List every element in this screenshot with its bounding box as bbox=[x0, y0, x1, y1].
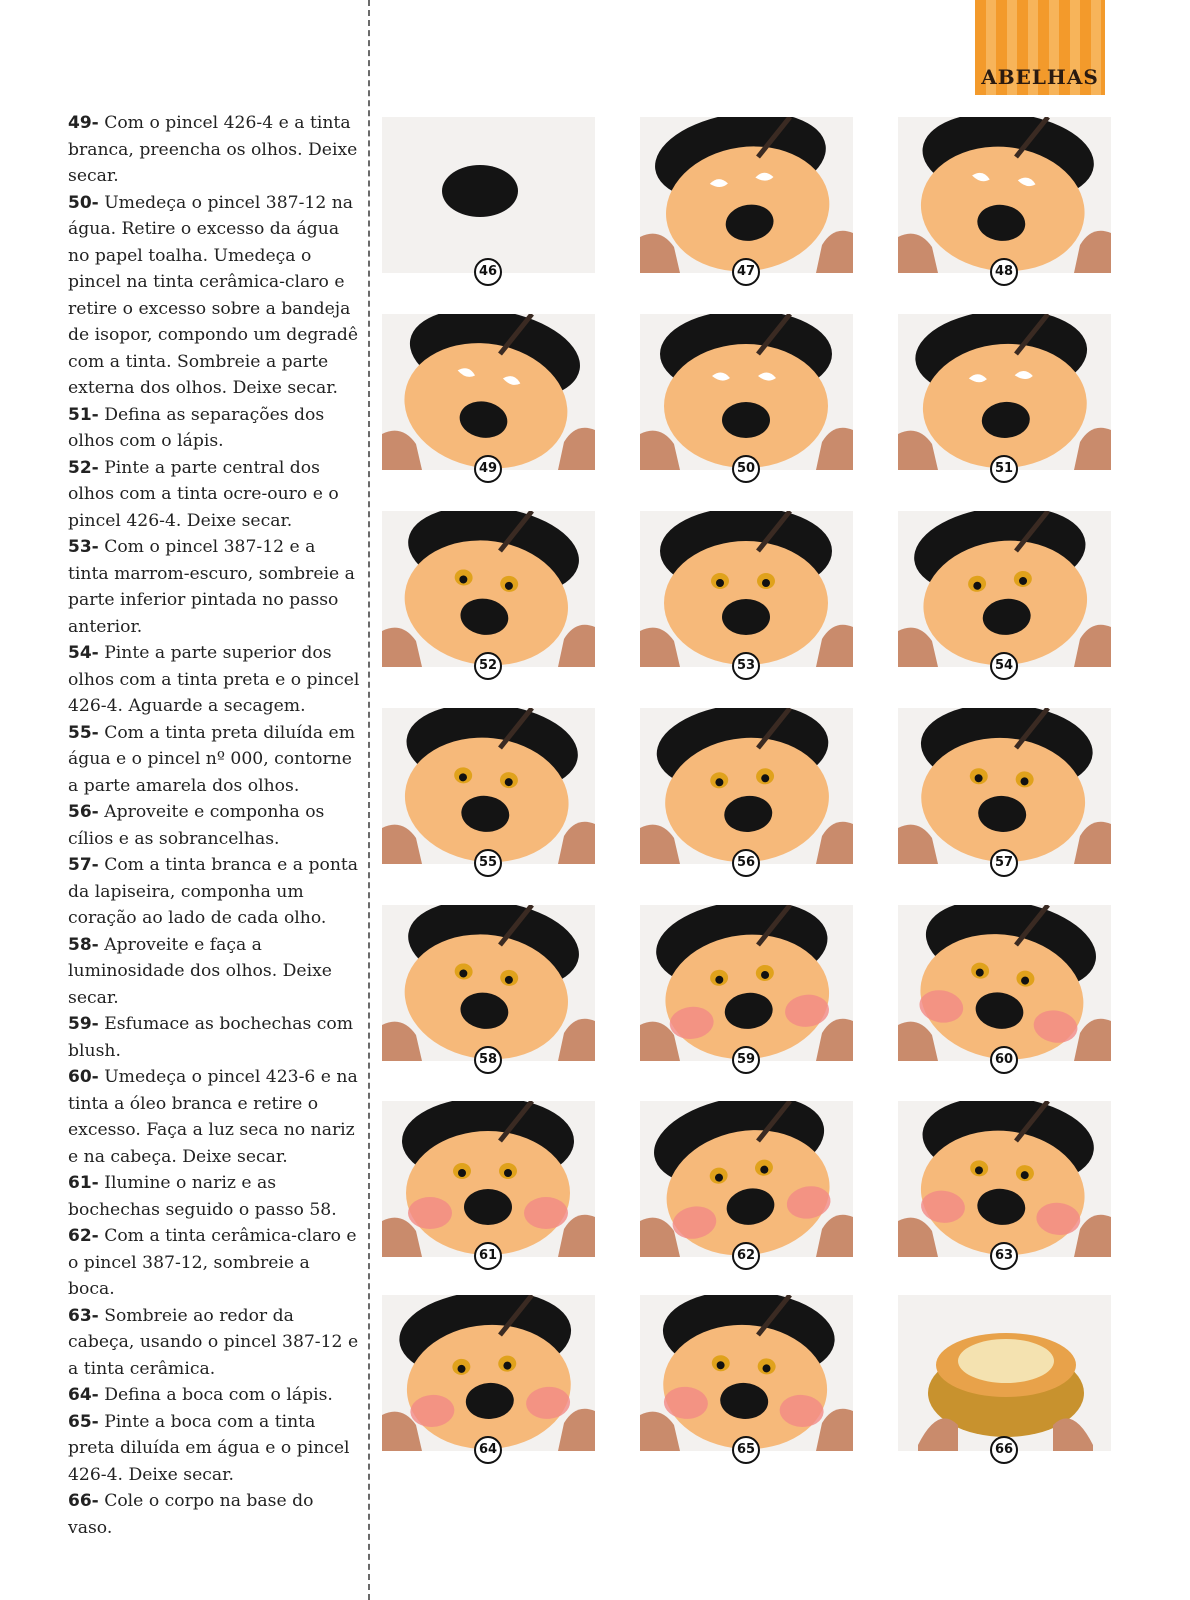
step-photo-number: 64 bbox=[474, 1436, 502, 1464]
step-text: Defina a boca com o lápis. bbox=[104, 1385, 333, 1405]
step-photo bbox=[898, 511, 1111, 667]
step-text: Defina as separações dos olhos com o lápis. bbox=[68, 404, 325, 451]
step-number: 50- bbox=[68, 192, 99, 213]
step-photo bbox=[640, 511, 853, 667]
instruction-step bbox=[68, 534, 360, 640]
step-photo-number: 47 bbox=[732, 258, 760, 286]
step-photo bbox=[640, 905, 853, 1061]
step-photo bbox=[898, 1101, 1111, 1257]
instructions-column bbox=[68, 110, 360, 1541]
step-photo-number: 56 bbox=[732, 849, 760, 877]
instruction-step bbox=[68, 1488, 360, 1541]
instruction-step bbox=[68, 720, 360, 800]
step-photo-number: 59 bbox=[732, 1046, 760, 1074]
step-number: 51- bbox=[68, 404, 99, 425]
step-text: Com o pincel 426-4 e a tinta branca, preencha os olhos. Deixe secar. bbox=[68, 113, 358, 186]
step-photo bbox=[382, 314, 595, 470]
instruction-step bbox=[68, 455, 360, 535]
step-photo-number: 51 bbox=[990, 455, 1018, 483]
instruction-step bbox=[68, 1409, 360, 1489]
step-number: 63- bbox=[68, 1305, 99, 1326]
instruction-step bbox=[68, 1382, 360, 1409]
step-text: Com a tinta branca e a ponta da lapiseira, componha um coração ao lado de cada olho. bbox=[68, 855, 359, 928]
step-photo-number: 58 bbox=[474, 1046, 502, 1074]
instruction-step bbox=[68, 402, 360, 455]
step-photo-number: 48 bbox=[990, 258, 1018, 286]
step-text: Umedeça o pincel 387-12 na água. Retire o excesso da água no papel toalha. Umedeça o pincel na tinta cerâmica-claro e retire o excesso sobre a bandeja de isopor, compondo um degradê com a tinta. Sombreie a parte externa dos olhos. Deixe secar. bbox=[68, 192, 359, 398]
step-photo-number: 66 bbox=[990, 1436, 1018, 1464]
step-number: 61- bbox=[68, 1173, 99, 1193]
instruction-step bbox=[68, 110, 360, 190]
step-photo-number: 61 bbox=[474, 1242, 502, 1270]
step-photo bbox=[898, 117, 1111, 273]
step-number: 54- bbox=[68, 643, 99, 663]
section-tab-label: ABELHAS bbox=[981, 65, 1099, 89]
instruction-step bbox=[68, 190, 360, 402]
step-text: Pinte a parte central dos olhos com a tinta ocre-ouro e o pincel 426-4. Deixe secar. bbox=[68, 457, 339, 531]
instruction-step bbox=[68, 1064, 360, 1170]
instruction-step bbox=[68, 1011, 360, 1064]
step-photo bbox=[640, 1295, 853, 1451]
step-photo-number: 52 bbox=[474, 652, 502, 680]
step-photo-number: 50 bbox=[732, 455, 760, 483]
step-number: 59- bbox=[68, 1014, 99, 1034]
step-text: Sombreie ao redor da cabeça, usando o pincel 387-12 e a tinta cerâmica. bbox=[68, 1305, 359, 1379]
step-photo bbox=[382, 1295, 595, 1451]
step-text: Pinte a parte superior dos olhos com a tinta preta e o pincel 426-4. Aguarde a secagem. bbox=[68, 643, 360, 716]
instruction-step bbox=[68, 799, 360, 852]
step-text: Com o pincel 387-12 e a tinta marrom-escuro, sombreie a parte inferior pintada no passo anterior. bbox=[68, 537, 355, 637]
step-number: 66- bbox=[68, 1491, 99, 1511]
step-photo bbox=[382, 905, 595, 1061]
step-photo bbox=[898, 905, 1111, 1061]
step-photo bbox=[640, 314, 853, 470]
step-text: Pinte a boca com a tinta preta diluída em água e o pincel 426-4. Deixe secar. bbox=[68, 1411, 350, 1485]
step-photo-number: 65 bbox=[732, 1436, 760, 1464]
step-number: 52- bbox=[68, 457, 99, 478]
step-photo-number: 53 bbox=[732, 652, 760, 680]
step-text: Aproveite e componha os cílios e as sobrancelhas. bbox=[68, 802, 325, 849]
step-text: Umedeça o pincel 423-6 e na tinta a óleo branca e retire o excesso. Faça a luz seca no nariz e na cabeça. Deixe secar. bbox=[68, 1067, 358, 1167]
step-photo bbox=[382, 117, 595, 273]
step-photo bbox=[898, 708, 1111, 864]
step-text: Aproveite e faça a luminosidade dos olhos. Deixe secar. bbox=[68, 934, 332, 1008]
step-number: 65- bbox=[68, 1411, 99, 1432]
step-text: Ilumine o nariz e as bochechas seguido o passo 58. bbox=[68, 1173, 337, 1220]
step-photo-number: 54 bbox=[990, 652, 1018, 680]
step-text: Esfumace as bochechas com blush. bbox=[68, 1014, 354, 1061]
step-number: 49- bbox=[68, 113, 99, 133]
column-divider bbox=[368, 0, 370, 1600]
step-photo-number: 57 bbox=[990, 849, 1018, 877]
step-number: 55- bbox=[68, 722, 99, 743]
step-number: 53- bbox=[68, 537, 99, 557]
step-photo bbox=[640, 117, 853, 273]
instruction-step bbox=[68, 852, 360, 932]
step-photo-number: 60 bbox=[990, 1046, 1018, 1074]
step-photo bbox=[898, 1295, 1111, 1451]
step-number: 60- bbox=[68, 1067, 99, 1087]
step-photo bbox=[382, 511, 595, 667]
step-text: Cole o corpo na base do vaso. bbox=[68, 1491, 314, 1538]
step-photo-number: 55 bbox=[474, 849, 502, 877]
instruction-step bbox=[68, 640, 360, 720]
step-photo-number: 62 bbox=[732, 1242, 760, 1270]
step-photo-number: 63 bbox=[990, 1242, 1018, 1270]
section-tab bbox=[975, 0, 1105, 95]
instruction-step bbox=[68, 1223, 360, 1303]
step-photo bbox=[382, 1101, 595, 1257]
instruction-step bbox=[68, 932, 360, 1012]
step-photo bbox=[640, 708, 853, 864]
step-number: 56- bbox=[68, 802, 99, 822]
step-number: 64- bbox=[68, 1385, 99, 1405]
instruction-step bbox=[68, 1170, 360, 1223]
step-number: 62- bbox=[68, 1226, 99, 1246]
step-photo bbox=[898, 314, 1111, 470]
instruction-step bbox=[68, 1303, 360, 1383]
step-photo bbox=[640, 1101, 853, 1257]
step-number: 58- bbox=[68, 934, 99, 955]
step-photo-number: 46 bbox=[474, 258, 502, 286]
step-photo bbox=[382, 708, 595, 864]
step-photo-number: 49 bbox=[474, 455, 502, 483]
step-text: Com a tinta cerâmica-claro e o pincel 387-12, sombreie a boca. bbox=[68, 1226, 357, 1299]
step-number: 57- bbox=[68, 855, 99, 875]
photo-grid bbox=[382, 117, 1112, 1477]
step-text: Com a tinta preta diluída em água e o pincel nº 000, contorne a parte amarela dos olhos. bbox=[68, 722, 356, 796]
